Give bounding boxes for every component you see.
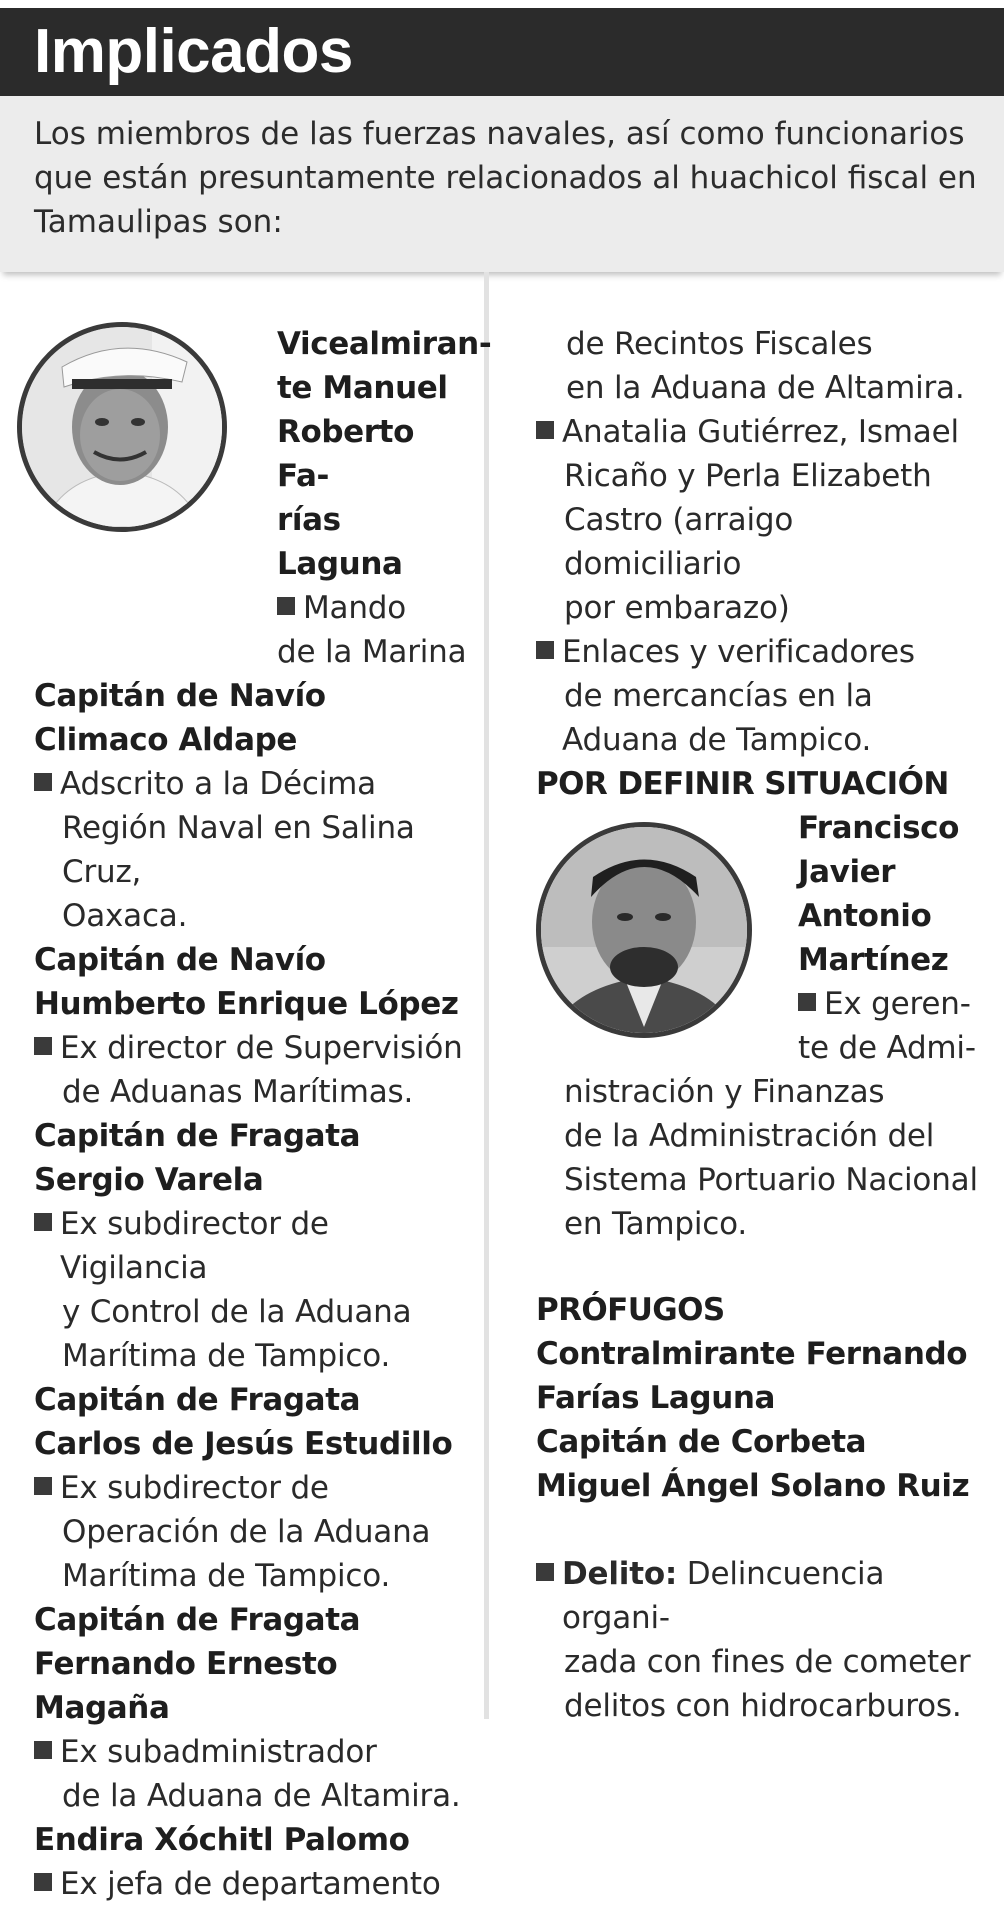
desc-line: Ex subadministrador: [60, 1734, 377, 1770]
desc-line: te de Admi-: [798, 1030, 976, 1066]
bullet-square-icon: [34, 1873, 52, 1891]
desc-line: de Recintos Fiscales: [566, 326, 873, 362]
name-line: te Manuel: [277, 370, 448, 406]
name-line: Carlos de Jesús Estudillo: [34, 1426, 453, 1462]
desc-line: Adscrito a la Décima: [60, 766, 376, 802]
name-line: Miguel Ángel Solano Ruiz: [536, 1468, 970, 1504]
anatalia-entry: [536, 410, 976, 454]
person-entry: [34, 1114, 474, 1378]
name-line: Capitán de Navío: [34, 942, 326, 978]
name-line: Climaco Aldape: [34, 722, 298, 758]
person-desc: [34, 762, 474, 806]
left-column: [34, 322, 492, 1906]
desc-line: nistración y Finanzas: [564, 1074, 885, 1110]
person-desc: [34, 1466, 474, 1510]
person-name: [34, 1598, 474, 1730]
person-name: [34, 1114, 474, 1202]
person-desc: [34, 1862, 474, 1906]
delito-entry: [536, 1552, 986, 1640]
section-por-definir: POR DEFINIR SITUACIÓN: [536, 766, 949, 802]
name-line: Sergio Varela: [34, 1162, 264, 1198]
person-desc: [34, 1202, 474, 1290]
desc-line: Aduana de Tampico.: [562, 722, 872, 758]
name-line: Martínez: [798, 942, 949, 978]
desc-line: Ex geren-: [824, 986, 971, 1022]
person-name: [34, 1378, 474, 1466]
enlaces-entry: [536, 630, 976, 674]
name-line: Capitán de Fragata: [34, 1382, 361, 1418]
bullet-square-icon: [277, 597, 295, 615]
name-line: Javier: [798, 854, 896, 890]
desc-line: de mercancías en la: [564, 678, 873, 714]
person-desc: [277, 586, 474, 630]
desc-line: de Aduanas Marítimas.: [62, 1074, 414, 1110]
desc-line: Delincuencia organi-: [562, 1556, 885, 1636]
name-line: Roberto Fa-: [277, 414, 414, 494]
desc-line: de la Aduana de Altamira.: [62, 1778, 461, 1814]
person-name: [277, 322, 492, 586]
section-profugos: PRÓFUGOS: [536, 1292, 725, 1328]
bullet-square-icon: [34, 1037, 52, 1055]
francisco-desc-cont: [564, 1070, 984, 1246]
desc-line: Ex subdirector de: [60, 1470, 329, 1506]
francisco-block: [798, 806, 988, 1070]
delito-block: [536, 1552, 986, 1728]
intro-box: [0, 96, 1004, 272]
person-entry: [34, 674, 474, 938]
person-name: [34, 674, 474, 762]
name-line: Humberto Enrique López: [34, 986, 459, 1022]
bullet-square-icon: [34, 1741, 52, 1759]
bullet-square-icon: [34, 1477, 52, 1495]
person-entry: [34, 1818, 474, 1906]
desc-line: Ex director de Supervisión: [60, 1030, 463, 1066]
desc-line: Marítima de Tampico.: [62, 1558, 391, 1594]
name-line: Capitán de Navío: [34, 678, 326, 714]
header-bar: [0, 8, 1004, 96]
name-line: Capitán de Corbeta: [536, 1424, 867, 1460]
person-desc: [34, 1730, 474, 1774]
person-desc: [34, 1026, 474, 1070]
bullet-square-icon: [536, 421, 554, 439]
desc-line: delitos con hidrocarburos.: [564, 1688, 962, 1724]
bullet-square-icon: [536, 641, 554, 659]
bullet-square-icon: [34, 773, 52, 791]
person-entry: [34, 1378, 474, 1598]
name-line: Capitán de Fragata: [34, 1118, 361, 1154]
delito-label: Delito:: [562, 1556, 678, 1592]
desc-line: Ex jefa de departamento: [60, 1866, 441, 1902]
profugos-block: [536, 1288, 986, 1508]
desc-line: Anatalia Gutiérrez, Ismael: [562, 414, 959, 450]
bullet-square-icon: [34, 1213, 52, 1231]
desc-line: Enlaces y verificadores: [562, 634, 915, 670]
person-entry: [34, 1598, 474, 1818]
bullet-square-icon: [798, 993, 816, 1011]
desc-line: Castro (arraigo domiciliario: [564, 502, 794, 582]
desc-line: zada con fines de cometer: [564, 1644, 971, 1680]
intro-text: Los miembros de las fuerzas navales, así como funcionarios que están presuntamente relacionados al huachicol fiscal en Tamaulipas son:: [34, 116, 977, 240]
desc-line: Ricaño y Perla Elizabeth: [564, 458, 932, 494]
page-title: Implicados: [34, 17, 353, 86]
bullet-square-icon: [536, 1563, 554, 1581]
desc-line: Oaxaca.: [62, 898, 188, 934]
desc-line: Sistema Portuario Nacional: [564, 1162, 978, 1198]
desc-line: y Control de la Aduana: [62, 1294, 412, 1330]
right-column: [536, 322, 976, 762]
desc-line: de la Administración del: [564, 1118, 935, 1154]
name-line: Farías Laguna: [536, 1380, 776, 1416]
desc-line: Ex subdirector de Vigilancia: [60, 1206, 329, 1286]
desc-line: Región Naval en Salina Cruz,: [62, 810, 415, 890]
name-line: Capitán de Fragata: [34, 1602, 361, 1638]
photo-francisco: [536, 822, 752, 1038]
desc-line: Mando: [303, 590, 407, 626]
person-entry: [34, 938, 474, 1114]
person-desc: [798, 982, 988, 1026]
name-line: Fernando Ernesto Magaña: [34, 1646, 338, 1726]
person-name: Endira Xóchitl Palomo: [34, 1822, 410, 1858]
name-line: Contralmirante Fernando: [536, 1336, 968, 1372]
name-line: Vicealmiran-: [277, 326, 492, 362]
desc-line: en la Aduana de Altamira.: [566, 370, 965, 406]
farias-block: [34, 322, 492, 674]
desc-line: Operación de la Aduana: [62, 1514, 431, 1550]
name-line: rías Laguna: [277, 502, 403, 582]
name-line: Francisco: [798, 810, 959, 846]
name-line: Antonio: [798, 898, 932, 934]
column-divider: [484, 272, 489, 1719]
desc-line: por embarazo): [564, 590, 790, 626]
desc-line: en Tampico.: [564, 1206, 747, 1242]
desc-line: Marítima de Tampico.: [62, 1338, 391, 1374]
person-name: [34, 938, 474, 1026]
desc-line: de la Marina: [277, 634, 467, 670]
